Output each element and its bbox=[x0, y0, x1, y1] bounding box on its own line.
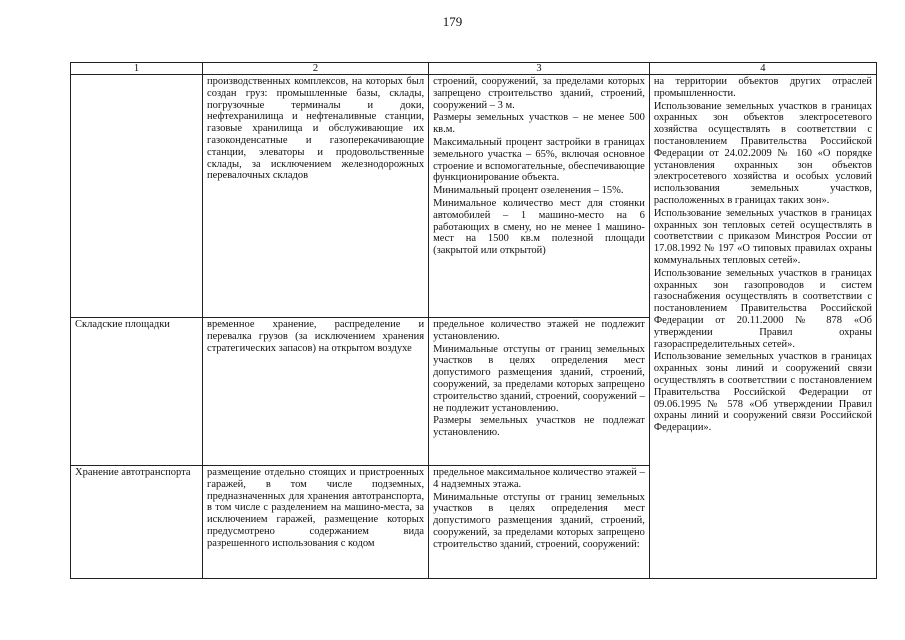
land-use-type-cell: Хранение автотранспорта bbox=[71, 466, 203, 579]
table-row bbox=[71, 75, 877, 318]
parameter-text: предельное максимальное количество этажей – 4 надземных этажа. bbox=[433, 467, 645, 490]
description-cell: размещение отдельно стоящих и пристроенных гаражей, в том числе подземных, предназначенных для хранения автотранспорта, в том числе с разделением на машино-места, за исключением гаражей, размещение которых предусмотрено содержанием вида разрешенного использования с кодом bbox=[203, 466, 429, 579]
restrictions-cell bbox=[649, 75, 876, 579]
parameters-cell bbox=[429, 466, 650, 579]
description-cell: производственных комплексов, на которых был создан груз: промышленные базы, склады, погрузочные терминалы и доки, нефтехранилища и нефтеналивные станции, газовые хранилища и обслуживающие их газоконденсатные и газоперекачивающие станции, элеваторы и продовольственные склады, за исключением железнодорожных перевалочных складов bbox=[203, 75, 429, 318]
parameter-text: Минимальные отступы от границ земельных участков в целях определения мест допустимого размещения зданий, строений, сооружений, за пределами которых запрещено строительство зданий, строений, сооружений – не подлежит установлению. bbox=[433, 343, 645, 414]
restriction-text: Использование земельных участков в границах охранных зон газопроводов и систем газоснабжения осуществлять в соответствии с постановлением Правительства Российской Федерации от 20.11.2000 № 878 «Об утверждении Правил охраны газораспределительных сетей». bbox=[653, 267, 872, 350]
parameter-text: строений, сооружений, за пределами которых запрещено строительство зданий, строений, сооружений – 3 м. bbox=[433, 76, 645, 111]
regulations-table bbox=[70, 62, 877, 579]
description-cell: временное хранение, распределение и перевалка грузов (за исключением хранения стратегических запасов) на открытом воздухе bbox=[203, 318, 429, 466]
land-use-type-cell bbox=[71, 75, 203, 318]
column-header-1: 1 bbox=[71, 63, 203, 75]
parameter-text: Минимальные отступы от границ земельных участков в целях определения мест допустимого размещения зданий, строений, сооружений, за пределами которых запрещено строительство зданий, строений, сооружений: bbox=[433, 491, 645, 550]
parameter-text: Минимальное количество мест для стоянки автомобилей – 1 машино-место на 6 работающих в смену, но не менее 1 машино-мест на 1500 кв.м полезной площади (закрытой или открытой) bbox=[433, 197, 645, 257]
parameter-text: Максимальный процент застройки в границах земельного участка – 65%, включая основное строение и вспомогательные, обеспечивающие функционирование объекта. bbox=[433, 136, 645, 184]
restriction-text: Использование земельных участков в границах охранных зоны линий и сооружений связи осуществлять в соответствии с постановлением Правительства Российской Федерации от 09.06.1995 № 578 «Об утверждении Правил охраны линий и сооружений связи Российской Федерации». bbox=[653, 351, 872, 434]
parameters-cell bbox=[429, 75, 650, 318]
land-use-type-cell: Складские площадки bbox=[71, 318, 203, 466]
column-header-3: 3 bbox=[429, 63, 650, 75]
restriction-text: Использование земельных участков в границах охранных зон тепловых сетей осуществлять в соответствии с приказом Минстроя России от 17.08.1992 № 197 «О типовых правилах охраны коммунальных тепловых сетей». bbox=[653, 207, 872, 266]
restriction-text: на территории объектов других отраслей промышленности. bbox=[653, 76, 872, 99]
restriction-text: Использование земельных участков в границах охранных зон объектов электросетевого хозяйства осуществлять в соответствии с постановлением Правительства Российской Федерации от 24.02.2009 № 160 «О порядке установления охранных зон объектов электросетевого хозяйства и особых условий использования земельных участков, расположенных в границах таких зон». bbox=[653, 100, 872, 206]
page-number: 179 bbox=[442, 14, 463, 29]
header-row bbox=[71, 63, 877, 75]
parameters-cell bbox=[429, 318, 650, 466]
parameter-text: предельное количество этажей не подлежит установлению. bbox=[433, 319, 645, 342]
parameter-text: Размеры земельных участков – не менее 500 кв.м. bbox=[433, 112, 645, 136]
parameter-text: Размеры земельных участков не подлежат установлению. bbox=[433, 415, 645, 439]
column-header-4: 4 bbox=[649, 63, 876, 75]
parameter-text: Минимальный процент озеленения – 15%. bbox=[433, 185, 624, 197]
column-header-2: 2 bbox=[203, 63, 429, 75]
